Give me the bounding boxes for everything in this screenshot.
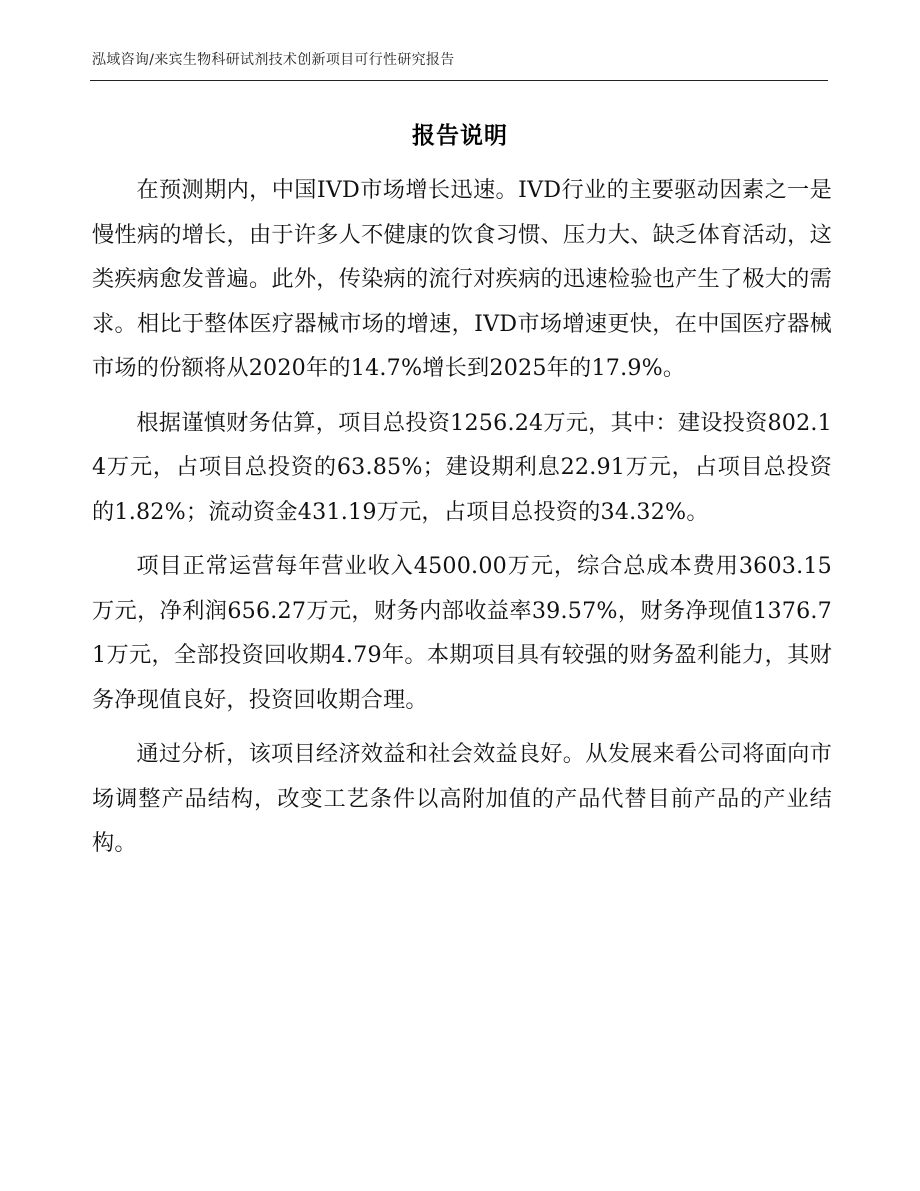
running-header: 泓域咨询/来宾生物科研试剂技术创新项目可行性研究报告	[92, 52, 455, 68]
page-title: 报告说明	[412, 123, 508, 149]
report-body	[92, 168, 832, 876]
paragraph-conclusion: 通过分析，该项目经济效益和社会效益良好。从发展来看公司将面向市场调整产品结构，改变工艺条件以高附加值的产品代替目前产品的产业结构。	[92, 741, 832, 856]
paragraph-market-overview: 在预测期内，中国IVD市场增长迅速。IVD行业的主要驱动因素之一是慢性病的增长，由于许多人不健康的饮食习惯、压力大、缺乏体育活动，这类疾病愈发普遍。此外，传染病的流行对疾病的迅速检验也产生了极大的需求。相比于整体医疗器械市场的增速，IVD市场增速更快，在中国医疗器械市场的份额将从2020年的14.7%增长到2025年的17.9%。	[92, 177, 832, 381]
header-divider	[90, 80, 828, 81]
paragraph-financial-returns: 项目正常运营每年营业收入4500.00万元，综合总成本费用3603.15万元，净利润656.27万元，财务内部收益率39.57%，财务净现值1376.71万元，全部投资回收期4.79年。本期项目具有较强的财务盈利能力，其财务净现值良好，投资回收期合理。	[92, 553, 832, 713]
paragraph-investment-estimate: 根据谨慎财务估算，项目总投资1256.24万元，其中：建设投资802.14万元，占项目总投资的63.85%；建设期利息22.91万元，占项目总投资的1.82%；流动资金431.19万元，占项目总投资的34.32%。	[92, 409, 832, 525]
